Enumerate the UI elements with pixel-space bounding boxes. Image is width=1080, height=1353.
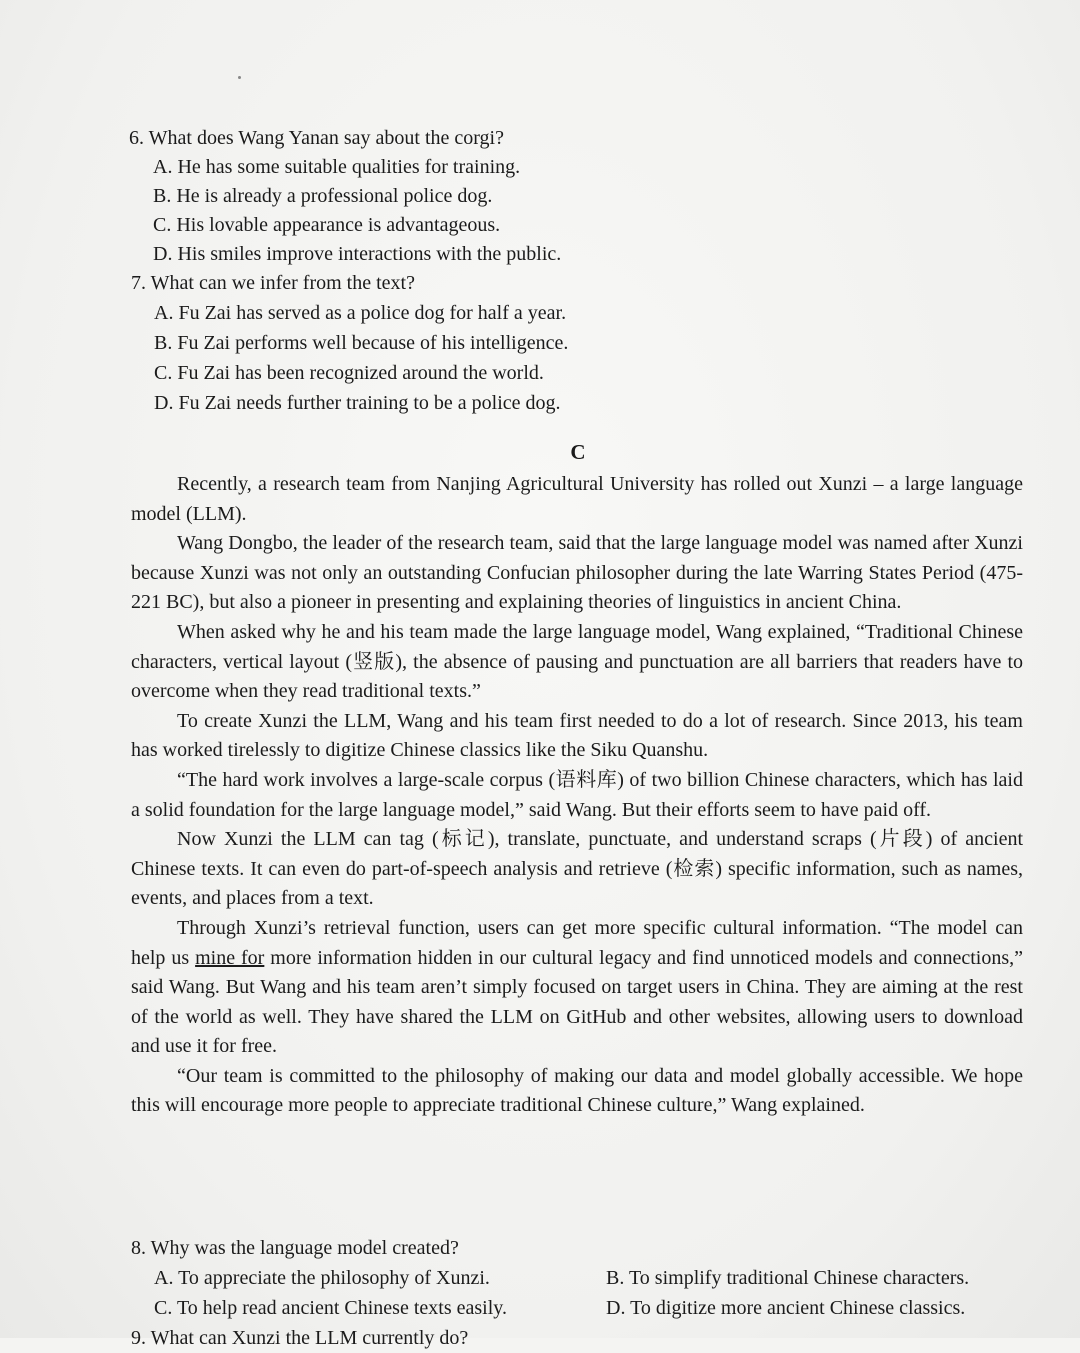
question-7-option-b: B. Fu Zai performs well because of his intelligence.: [154, 332, 569, 354]
question-8-option-a: A. To appreciate the philosophy of Xunzi.: [154, 1267, 490, 1289]
question-8-stem: 8. Why was the language model created?: [131, 1237, 459, 1259]
question-6-option-d: D. His smiles improve interactions with the public.: [153, 243, 562, 265]
question-7-option-c: C. Fu Zai has been recognized around the world.: [154, 362, 544, 384]
paragraph-8: “Our team is committed to the philosophy of making our data and model globally accessible. We hope this will encourage more people to appreciate traditional Chinese culture,” Wang explained.: [131, 1064, 1023, 1117]
paragraph-3: When asked why he and his team made the large language model, Wang explained, “Traditional Chinese characters, vertical layout (竖版), the absence of pausing and punctuation are all barriers that readers have to overcome when they read traditional texts.”: [131, 620, 1023, 703]
question-9-stem-partial: 9. What can Xunzi the LLM currently do?: [131, 1327, 469, 1349]
paragraph-4: To create Xunzi the LLM, Wang and his team first needed to do a lot of research. Since 2013, his team has worked tirelessly to digitize Chinese classics like the Siku Quanshu.: [131, 709, 1023, 762]
paragraph-7-text-b: more information hidden in our cultural legacy and find unnoticed models and connections,” said Wang. But Wang and his team aren’t simply focused on target users in China. They are aiming at the rest of the world as well. They have shared the LLM on GitHub and other websites, allowing users to download and use it for free.: [131, 946, 1023, 1058]
section-heading: C: [570, 440, 586, 464]
speck-mark: [238, 76, 241, 79]
question-6-option-b: B. He is already a professional police dog.: [153, 185, 493, 207]
question-8-option-b: B. To simplify traditional Chinese characters.: [606, 1267, 970, 1289]
question-7-option-a: A. Fu Zai has served as a police dog for half a year.: [154, 302, 567, 324]
question-6-option-a: A. He has some suitable qualities for training.: [153, 156, 521, 178]
question-6-option-c: C. His lovable appearance is advantageous.: [153, 214, 501, 236]
question-6-stem: 6. What does Wang Yanan say about the corgi?: [129, 127, 504, 149]
article-body: [131, 470, 1023, 1121]
question-7-stem: 7. What can we infer from the text?: [131, 272, 415, 294]
paragraph-2: Wang Dongbo, the leader of the research team, said that the large language model was named after Xunzi because Xunzi was not only an outstanding Confucian philosopher during the late Warring States Period (475-221 BC), but also a pioneer in presenting and explaining theories of linguistics in ancient China.: [131, 532, 1023, 614]
paragraph-1: Recently, a research team from Nanjing Agricultural University has rolled out Xunzi – a large language model (LLM).: [131, 473, 1023, 525]
underlined-phrase: mine for: [195, 946, 265, 969]
paragraph-7: [131, 914, 1023, 1062]
question-7-option-d: D. Fu Zai needs further training to be a police dog.: [154, 392, 561, 414]
question-8-option-d: D. To digitize more ancient Chinese classics.: [606, 1297, 966, 1319]
paragraph-7-text-a: Through Xunzi’s retrieval function, users can get more specific cultural information. “The model can help us: [131, 916, 1023, 969]
paragraph-5: “The hard work involves a large-scale corpus (语料库) of two billion Chinese characters, which has laid a solid foundation for the large language model,” said Wang. But their efforts seem to have paid off.: [131, 768, 1023, 821]
paragraph-6: Now Xunzi the LLM can tag (标记), translate, punctuate, and understand scraps (片段) of ancient Chinese texts. It can even do part-of-speech analysis and retrieve (检索) specific information, such as names, events, and places from a text.: [131, 828, 1023, 910]
question-8-option-c: C. To help read ancient Chinese texts easily.: [154, 1297, 507, 1319]
